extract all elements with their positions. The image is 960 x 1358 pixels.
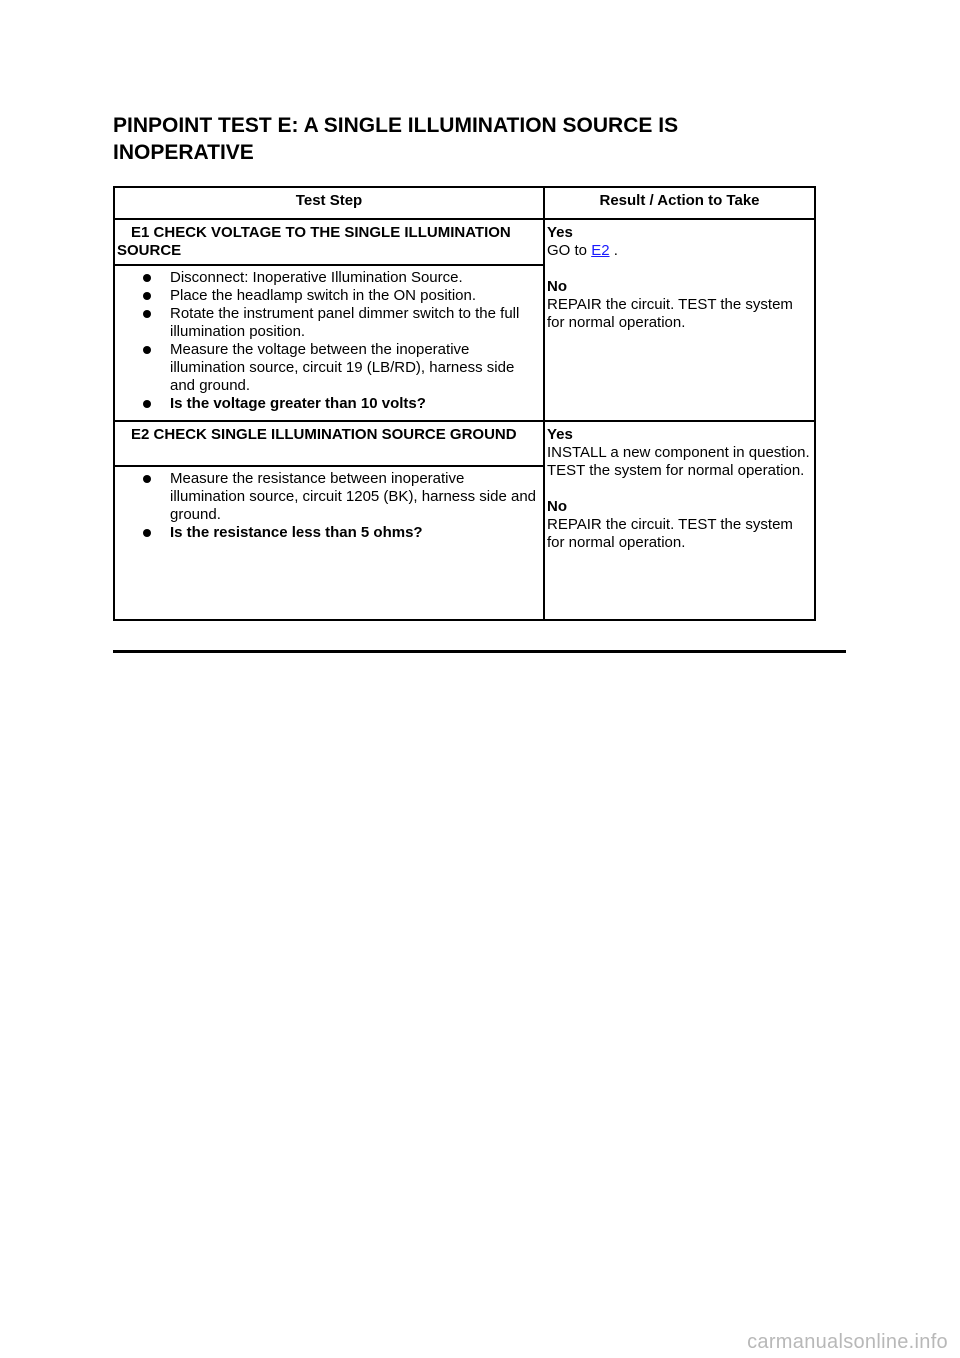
- bullet-icon: [143, 310, 151, 318]
- bullet-icon: [143, 292, 151, 300]
- step-result: [544, 219, 815, 421]
- step-heading: [114, 219, 544, 265]
- goto-step-e2-link[interactable]: E2: [591, 242, 610, 259]
- result-yes-suffix: .: [613, 242, 618, 259]
- list-item-question: Is the resistance less than 5 ohms?: [119, 524, 539, 542]
- list-item: Measure the voltage between the inoperative illumination source, circuit 19 (LB/RD), harness side and ground.: [119, 341, 539, 395]
- result-no-text: REPAIR the circuit. TEST the system for normal operation.: [547, 296, 793, 331]
- result-yes-prefix: GO to: [547, 242, 588, 259]
- instruction-list: [119, 269, 539, 413]
- step-code: E2: [131, 426, 150, 443]
- header-test-step: Test Step: [114, 187, 544, 219]
- step-title: CHECK VOLTAGE TO THE SINGLE ILLUMINATION SOURCE: [117, 224, 511, 259]
- bullet-icon: [143, 274, 151, 282]
- step-result: [544, 421, 815, 620]
- watermark: carmanualsonline.info: [747, 1331, 948, 1353]
- result-yes-label: Yes: [547, 426, 573, 443]
- result-yes-label: Yes: [547, 224, 573, 241]
- header-result-action: Result / Action to Take: [544, 187, 815, 219]
- instruction-list: [119, 470, 539, 542]
- section-divider: [113, 650, 846, 653]
- result-yes-text: INSTALL a new component in question. TEST the system for normal operation.: [547, 444, 810, 479]
- list-item: Rotate the instrument panel dimmer switch to the full illumination position.: [119, 305, 539, 341]
- list-item: Measure the resistance between inoperative illumination source, circuit 1205 (BK), harness side and ground.: [119, 470, 539, 524]
- step-instructions: [114, 466, 544, 620]
- step-instructions: [114, 265, 544, 421]
- step-code: E1: [131, 224, 150, 241]
- step-heading-row: [114, 421, 815, 466]
- list-item-question: Is the voltage greater than 10 volts?: [119, 395, 539, 413]
- result-no-text: REPAIR the circuit. TEST the system for normal operation.: [547, 516, 793, 551]
- list-item: Disconnect: Inoperative Illumination Source.: [119, 269, 539, 287]
- bullet-icon: [143, 475, 151, 483]
- pinpoint-test-table: [113, 186, 816, 621]
- step-title: CHECK SINGLE ILLUMINATION SOURCE GROUND: [153, 426, 517, 443]
- bullet-icon: [143, 400, 151, 408]
- bullet-icon: [143, 529, 151, 537]
- step-heading-row: [114, 219, 815, 265]
- table-header-row: [114, 187, 815, 219]
- result-no-label: No: [547, 498, 567, 515]
- list-item: Place the headlamp switch in the ON position.: [119, 287, 539, 305]
- step-heading: [114, 421, 544, 466]
- page-title: PINPOINT TEST E: A SINGLE ILLUMINATION SOURCE IS INOPERATIVE: [113, 114, 679, 164]
- result-no-label: No: [547, 278, 567, 295]
- bullet-icon: [143, 346, 151, 354]
